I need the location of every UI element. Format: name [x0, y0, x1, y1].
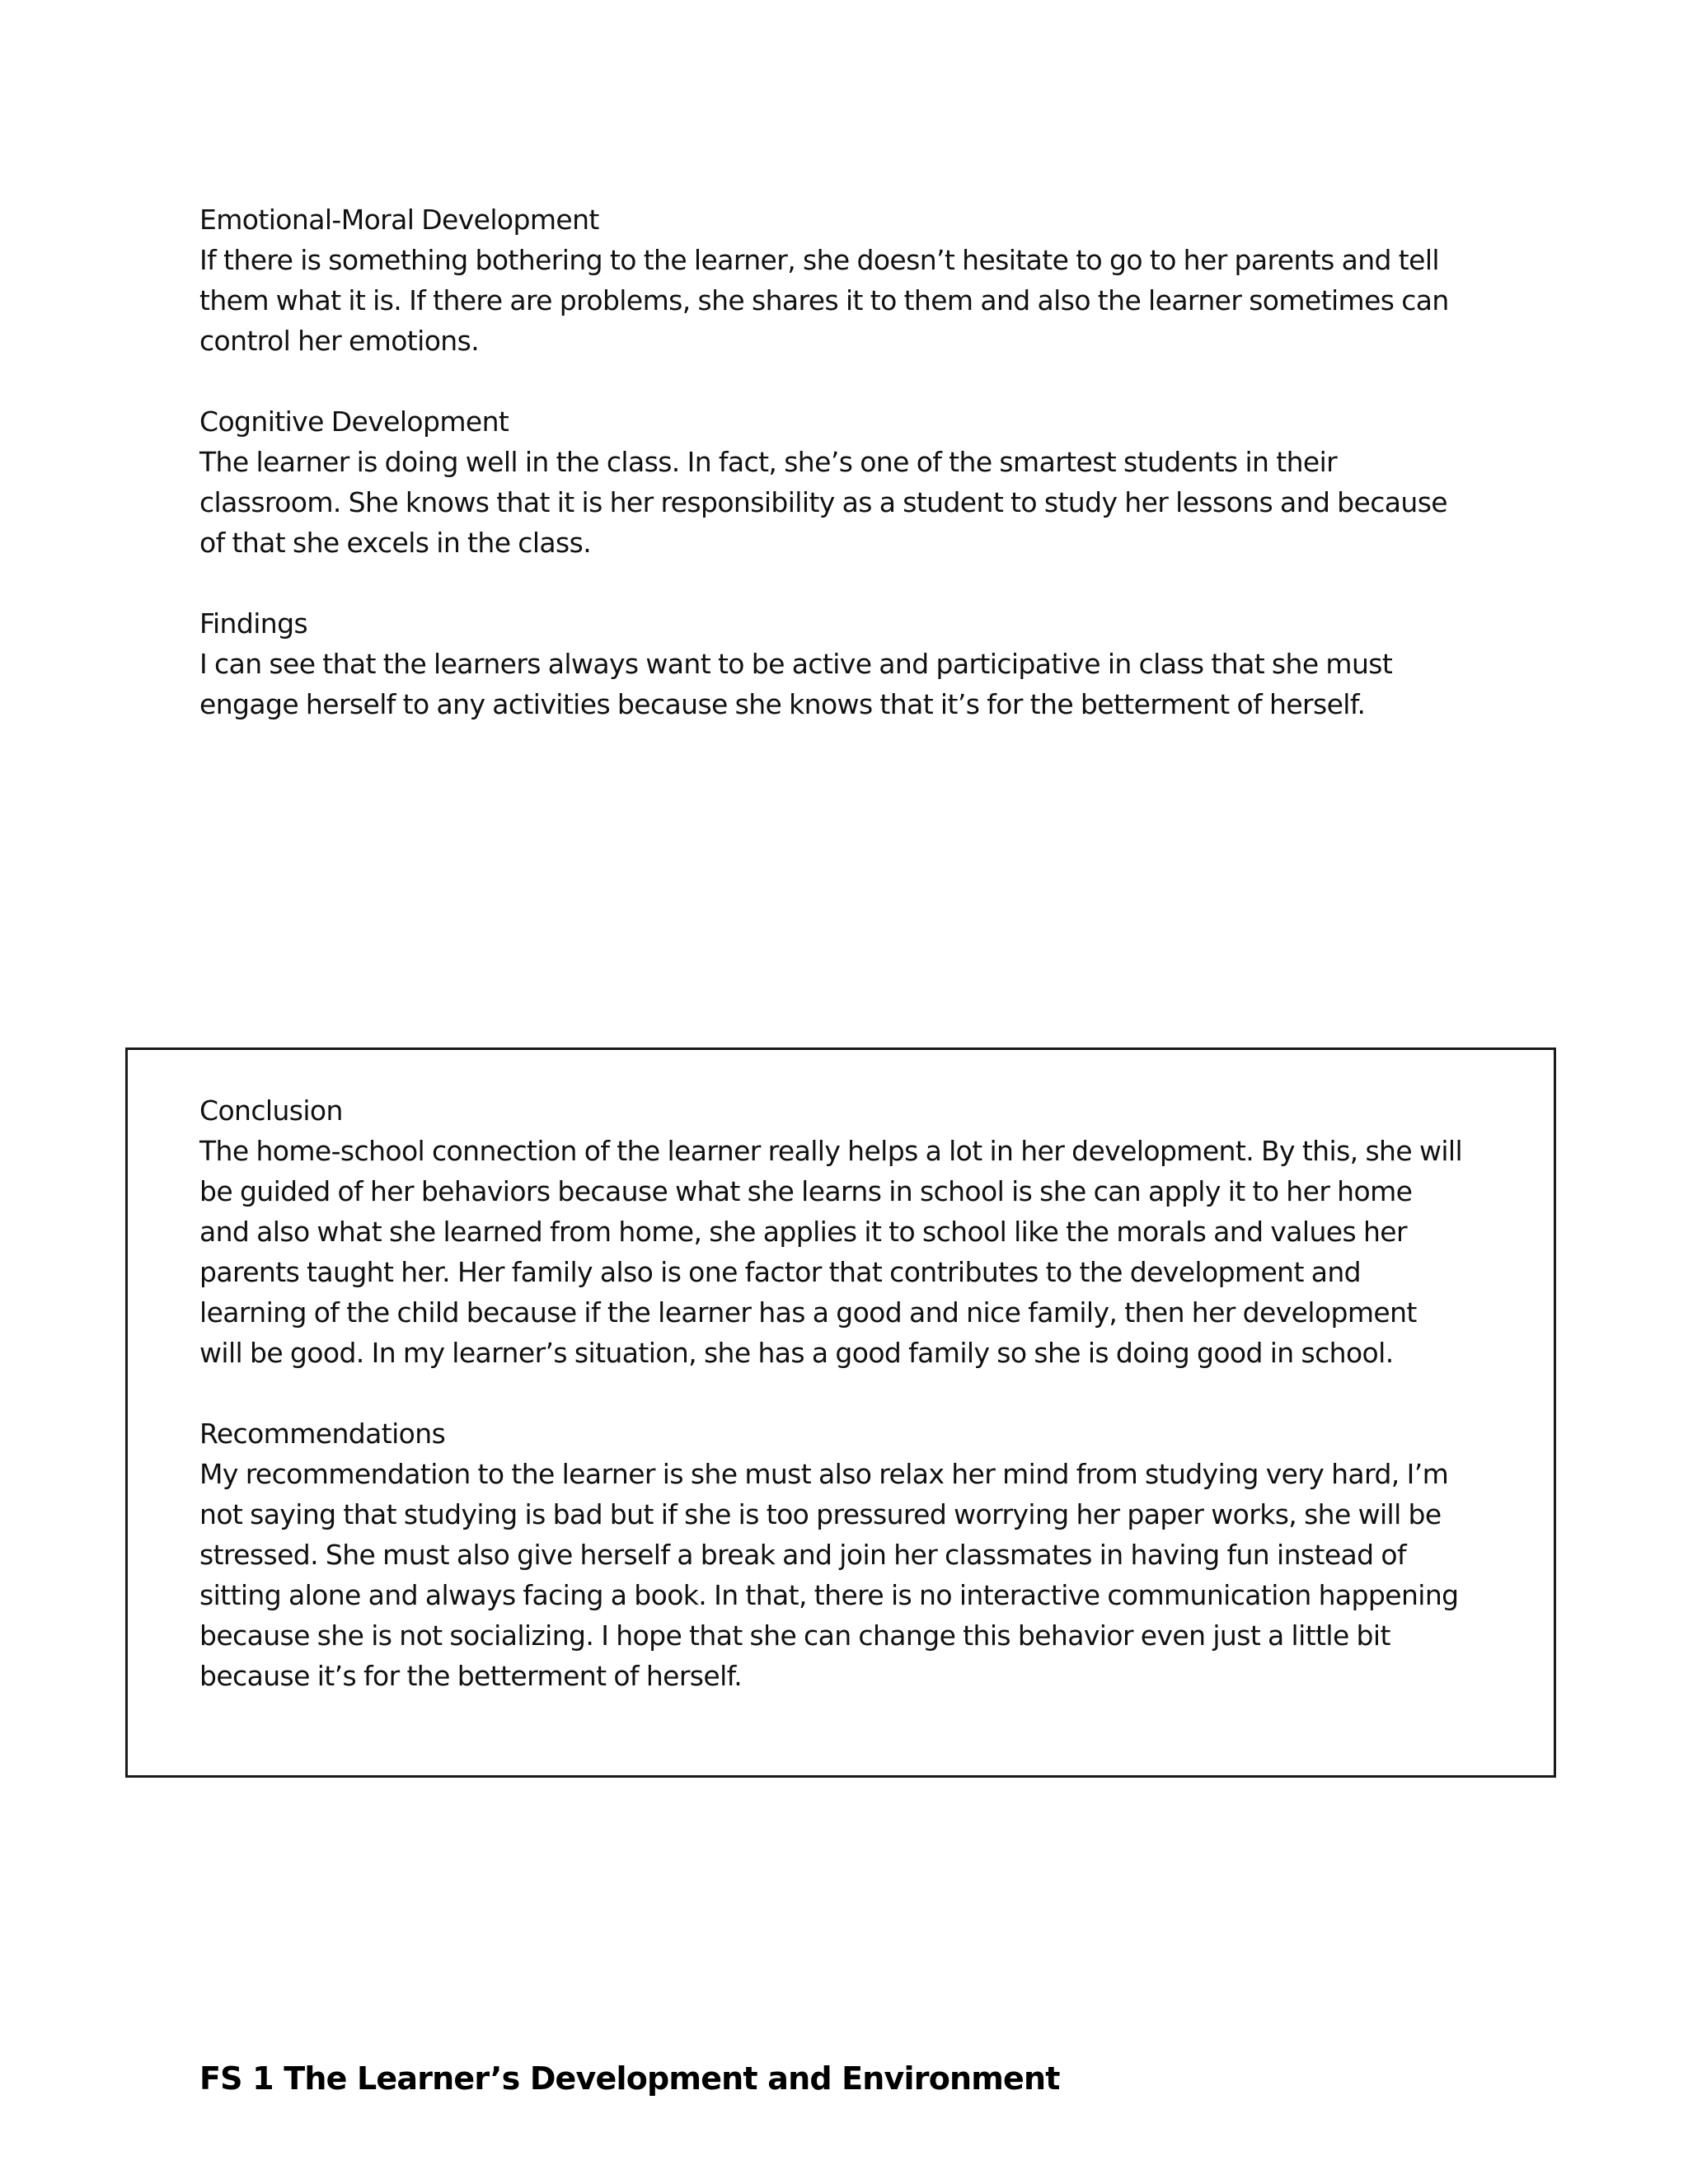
section-heading: Findings	[199, 607, 308, 640]
section-heading: Cognitive Development	[199, 405, 509, 438]
paragraph-line: If there is something bothering to the learner, she doesn’t hesitate to go to her parents and tell	[199, 244, 1439, 276]
paragraph-line: and also what she learned from home, she applies it to school like the morals and values her	[199, 1216, 1407, 1248]
paragraph-line: The learner is doing well in the class. In fact, she’s one of the smartest students in their	[199, 446, 1338, 478]
boxed-text-section	[199, 1090, 1518, 1696]
emotional-moral-section	[199, 199, 1518, 361]
paragraph-line: I can see that the learners always want to be active and participative in class that she must	[199, 648, 1393, 680]
paragraph-line: The home-school connection of the learner really helps a lot in her development. By this, she will	[199, 1135, 1463, 1167]
paragraph-line: stressed. She must also give herself a break and join her classmates in having fun instead of	[199, 1539, 1406, 1571]
paragraph-line: because she is not socializing. I hope that she can change this behavior even just a little bit	[199, 1619, 1390, 1652]
paragraph-line: because it’s for the betterment of herself.	[199, 1660, 743, 1692]
cognitive-section	[199, 401, 1518, 563]
paragraph-line: them what it is. If there are problems, she shares it to them and also the learner sometimes can	[199, 284, 1449, 316]
recommendations-section	[199, 1413, 1518, 1696]
paragraph-line: My recommendation to the learner is she must also relax her mind from studying very hard, I’m	[199, 1458, 1449, 1490]
conclusion-section	[199, 1090, 1518, 1373]
paragraph-line: learning of the child because if the learner has a good and nice family, then her development	[199, 1296, 1417, 1329]
paragraph-line: control her emotions.	[199, 325, 480, 357]
paragraph-line: be guided of her behaviors because what she learns in school is she can apply it to her home	[199, 1175, 1413, 1207]
section-heading: Conclusion	[199, 1094, 343, 1127]
paragraph-line: of that she excels in the class.	[199, 527, 592, 559]
upper-text-section	[199, 199, 1518, 724]
section-heading: Recommendations	[199, 1418, 446, 1450]
paragraph-line: will be good. In my learner’s situation, she has a good family so she is doing good in school.	[199, 1337, 1394, 1369]
section-heading: Emotional-Moral Development	[199, 204, 599, 236]
paragraph-line: engage herself to any activities because she knows that it’s for the betterment of herself.	[199, 688, 1366, 720]
findings-section	[199, 603, 1518, 724]
paragraph-line: sitting alone and always facing a book. In that, there is no interactive communication happening	[199, 1579, 1459, 1611]
paragraph-line: classroom. She knows that it is her responsibility as a student to study her lessons and because	[199, 486, 1448, 518]
paragraph-line: parents taught her. Her family also is one factor that contributes to the development and	[199, 1256, 1361, 1288]
footer-title: FS 1 The Learner’s Development and Environment	[199, 2060, 1060, 2097]
paragraph-line: not saying that studying is bad but if she is too pressured worrying her paper works, she will be	[199, 1498, 1442, 1530]
